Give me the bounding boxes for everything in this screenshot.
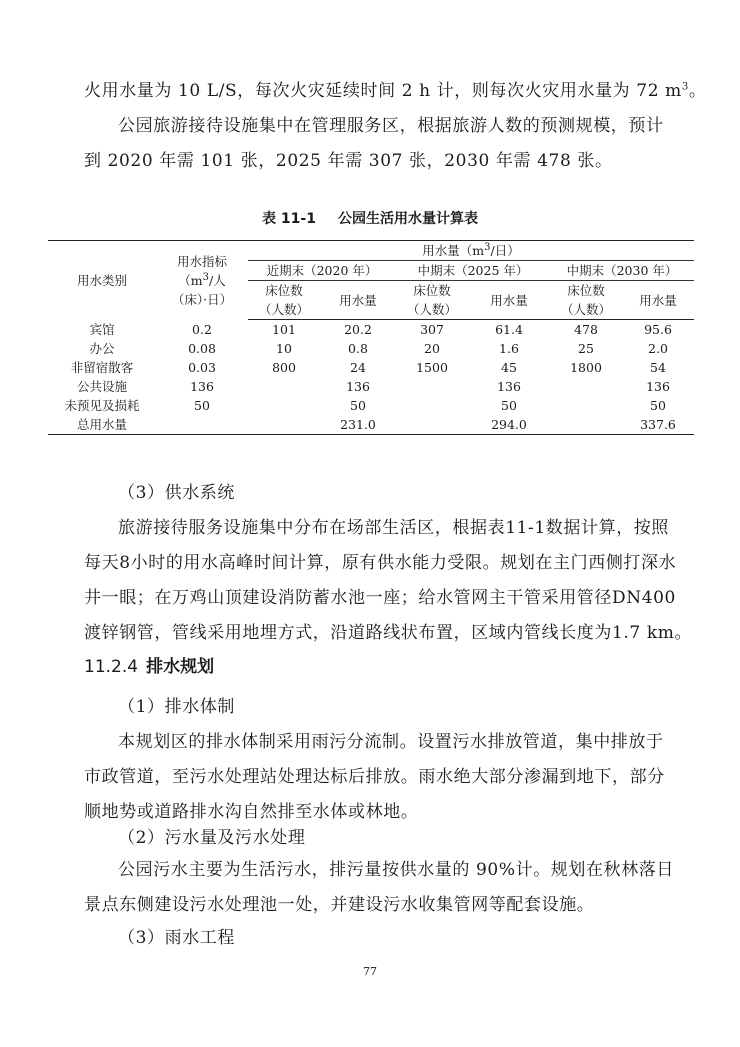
header-beds-line1: 床位数 <box>413 283 451 298</box>
section-title: 排水规划 <box>146 657 215 677</box>
header-index-unit: （m <box>178 272 203 288</box>
header-index-line3: （床）·日） <box>171 291 233 307</box>
paragraph-supply-line4: 渡锌钢管，管线采用地埋方式，沿道路线状布置，区域内管线长度为1.7 km。 <box>84 623 693 643</box>
paragraph-drain-line1: 本规划区的排水体制采用雨污分流制。设置污水排放管道，集中排放于 <box>118 732 664 752</box>
paragraph-text: 火用水量为 10 L/S，每次火灾延续时间 2 h 计，则每次火灾用水量为 72 m <box>84 81 682 101</box>
page-number: 77 <box>363 965 377 978</box>
cell-index: 136 <box>190 379 214 394</box>
cell-beds-2030 <box>550 415 622 435</box>
cell-beds-2020 <box>248 396 320 415</box>
header-index-line2 <box>158 271 246 290</box>
cell-water-2030: 54 <box>650 360 666 375</box>
cell-index: 0.08 <box>188 341 216 356</box>
cell-beds-2025: 20 <box>424 341 440 356</box>
section-heading <box>84 650 214 685</box>
cell-water-2030: 337.6 <box>622 415 694 435</box>
cell-water-2030: 2.0 <box>648 341 668 356</box>
cell-water-2025: 136 <box>497 379 521 394</box>
subheading-rain: （3）雨水工程 <box>118 928 236 948</box>
cell-beds-2030 <box>550 396 622 415</box>
cell-beds-2030 <box>550 377 622 396</box>
cell-beds-2030: 1800 <box>570 360 602 375</box>
cell-beds-2030: 25 <box>578 341 594 356</box>
water-usage-table <box>48 240 694 435</box>
header-index <box>156 241 248 320</box>
cell-water-2020: 20.2 <box>344 322 372 337</box>
section-number: 11.2.4 <box>84 657 139 677</box>
cell-beds-2020: 101 <box>272 322 296 337</box>
cell-water-2025: 45 <box>501 360 517 375</box>
cell-beds-2020: 10 <box>276 341 292 356</box>
cell-water-2025: 1.6 <box>499 341 519 356</box>
cell-name: 宾馆 <box>89 321 115 337</box>
paragraph-sewage-line1: 公园污水主要为生活污水，排污量按供水量的 90%计。规划在秋林落日 <box>118 860 674 880</box>
table-row <box>48 339 694 358</box>
header-volume-text: /日） <box>490 243 520 258</box>
header-period-2020: 近期末（2020 年） <box>248 261 396 281</box>
table-row <box>48 377 694 396</box>
paragraph-beds-line2: 到 2020 年需 101 张，2025 年需 307 张，2030 年需 478 张。 <box>84 151 613 171</box>
subheading-sewage: （2）污水量及污水处理 <box>118 828 306 848</box>
cell-water-2030: 136 <box>646 379 670 394</box>
table-caption-title: 公园生活用水量计算表 <box>337 211 478 227</box>
paragraph-beds-line1: 公园旅游接待设施集中在管理服务区，根据旅游人数的预测规模，预计 <box>118 116 664 136</box>
subheading-drain-system: （1）排水体制 <box>118 697 236 717</box>
cell-index: 0.03 <box>188 360 216 375</box>
header-water: 用水量 <box>468 281 550 320</box>
table-row <box>48 320 694 340</box>
cell-water-2025: 61.4 <box>495 322 523 337</box>
header-index-unit: /人 <box>209 272 226 288</box>
header-beds <box>248 281 320 320</box>
table-row <box>48 396 694 415</box>
cell-water-2020: 231.0 <box>320 415 396 435</box>
cell-beds-2025 <box>396 415 468 435</box>
header-water: 用水量 <box>320 281 396 320</box>
cell-name: 总用水量 <box>48 415 156 435</box>
header-beds-line2: （人数） <box>258 302 309 317</box>
cell-name: 未预见及损耗 <box>64 398 140 413</box>
cell-beds-2020: 800 <box>272 360 296 375</box>
cell-beds-2020 <box>248 377 320 396</box>
table-row <box>48 358 694 377</box>
paragraph-fire-water <box>84 74 707 109</box>
subheading-water-supply: （3）供水系统 <box>118 483 236 503</box>
paragraph-supply-line2: 每天8小时的用水高峰时间计算，原有供水能力受限。规划在主门西侧打深水 <box>84 553 677 573</box>
superscript: 3 <box>202 271 209 283</box>
superscript: 3 <box>484 241 491 253</box>
table-caption-number: 表 11-1 <box>262 211 316 227</box>
cell-beds-2030: 478 <box>574 322 598 337</box>
cell-beds-2020 <box>248 415 320 435</box>
header-period-2030: 中期末（2030 年） <box>550 261 694 281</box>
paragraph-text: 。 <box>688 81 707 101</box>
cell-water-2025: 50 <box>501 398 517 413</box>
header-beds-line1: 床位数 <box>567 283 605 298</box>
header-index-line1: 用水指标 <box>176 253 227 269</box>
cell-water-2020: 0.8 <box>348 341 368 356</box>
cell-index: 0.2 <box>192 321 212 337</box>
cell-water-2020: 24 <box>350 360 366 375</box>
paragraph-sewage-line2: 景点东侧建设污水处理池一处，并建设污水收集管网等配套设施。 <box>84 895 595 915</box>
header-beds <box>550 281 622 320</box>
cell-water-2030: 50 <box>650 398 666 413</box>
cell-index <box>156 415 248 435</box>
header-water: 用水量 <box>622 281 694 320</box>
cell-beds-2025 <box>396 377 468 396</box>
paragraph-supply-line1: 旅游接待服务设施集中分布在场部生活区，根据表11-1数据计算，按照 <box>118 518 669 538</box>
cell-water-2025: 294.0 <box>468 415 550 435</box>
header-volume-text: 用水量（m <box>422 243 485 258</box>
header-category: 用水类别 <box>48 241 156 320</box>
header-period-2025: 中期末（2025 年） <box>396 261 550 281</box>
cell-beds-2025 <box>396 396 468 415</box>
header-beds-line2: （人数） <box>560 302 611 317</box>
header-volume <box>248 241 694 261</box>
cell-beds-2025: 1500 <box>416 360 448 375</box>
header-beds-line2: （人数） <box>406 302 457 317</box>
superscript: 3 <box>681 81 689 93</box>
cell-name: 办公 <box>89 341 115 356</box>
cell-beds-2025: 307 <box>420 322 444 337</box>
paragraph-supply-line3: 井一眼；在万鸡山顶建设消防蓄水池一座；给水管网主干管采用管径DN400 <box>84 588 676 608</box>
header-beds-line1: 床位数 <box>265 283 303 298</box>
cell-name: 非留宿散客 <box>70 360 134 375</box>
header-beds <box>396 281 468 320</box>
table-row-total <box>48 415 694 435</box>
cell-water-2020: 136 <box>346 379 370 394</box>
cell-water-2030: 95.6 <box>644 322 672 337</box>
cell-water-2020: 50 <box>350 398 366 413</box>
table-caption <box>0 208 740 228</box>
cell-name: 公共设施 <box>76 379 127 394</box>
paragraph-drain-line3: 顺地势或道路排水沟自然排至水体或林地。 <box>84 802 419 822</box>
paragraph-drain-line2: 市政管道，至污水处理站处理达标后排放。雨水绝大部分渗漏到地下，部分 <box>84 767 665 787</box>
cell-index: 50 <box>194 398 210 413</box>
